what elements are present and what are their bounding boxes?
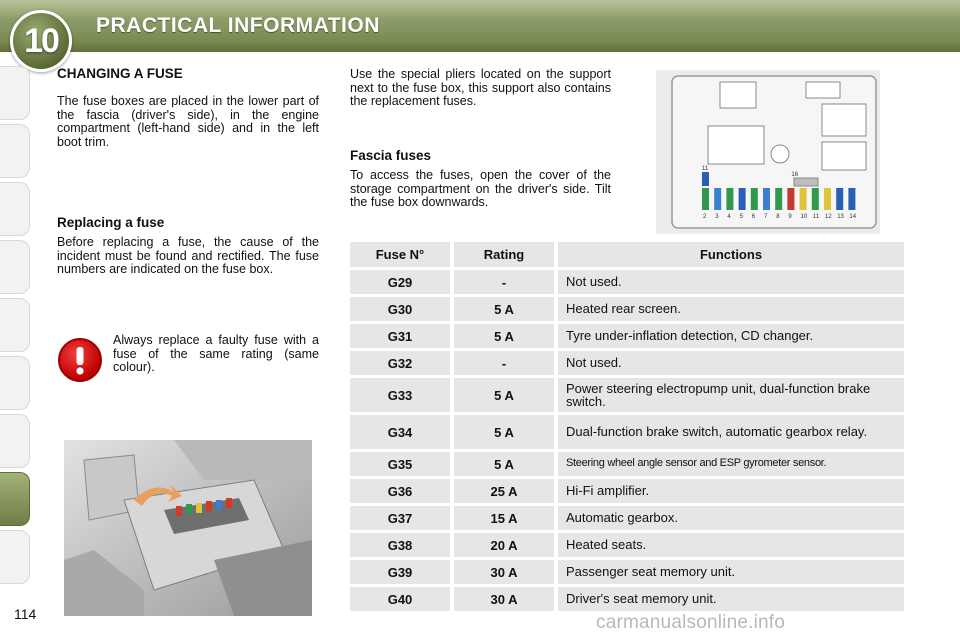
table-row <box>350 452 904 476</box>
fuse-function: Power steering electropump unit, dual-function brake switch. <box>558 378 904 412</box>
fuse-slot <box>739 188 746 210</box>
fuse-rating: 30 A <box>454 560 554 584</box>
fuse-function: Automatic gearbox. <box>558 506 904 530</box>
header-rating: Rating <box>454 242 554 267</box>
chapter-tabs <box>0 66 34 576</box>
fuse-label: 9 <box>788 214 792 220</box>
fuse-slot <box>702 172 709 186</box>
chapter-tab[interactable] <box>0 66 30 120</box>
fuse-slot <box>702 188 709 210</box>
fuse-label: 5 <box>739 214 743 220</box>
chapter-tab[interactable] <box>0 124 30 178</box>
fuse-label: 12 <box>825 214 832 220</box>
table-row <box>350 415 904 449</box>
fuse-slot <box>836 188 843 210</box>
fuse-slot <box>787 188 794 210</box>
chapter-tab[interactable] <box>0 414 30 468</box>
table-row <box>350 506 904 530</box>
fuse-slot <box>751 188 758 210</box>
table-row <box>350 560 904 584</box>
chapter-tab[interactable] <box>0 240 30 294</box>
fuse-slot <box>824 188 831 210</box>
fuse-function: Hi-Fi amplifier. <box>558 479 904 503</box>
header-fuse-no: Fuse N° <box>350 242 450 267</box>
fuse-label: 2 <box>703 214 707 220</box>
table-row <box>350 479 904 503</box>
table-row <box>350 378 904 412</box>
fuse-function: Passenger seat memory unit. <box>558 560 904 584</box>
fuse-box-photo <box>64 440 312 616</box>
table-row <box>350 351 904 375</box>
fuse-box-diagram <box>656 70 880 234</box>
fuse-rating: 5 A <box>454 378 554 412</box>
fuse-label: 16 <box>791 172 799 178</box>
fuse-slot <box>726 188 733 210</box>
chapter-badge <box>10 10 72 72</box>
fuse-label: 8 <box>776 214 780 220</box>
section-heading: CHANGING A FUSE <box>57 66 183 81</box>
chapter-tab[interactable] <box>0 298 30 352</box>
fascia-paragraph: To access the fuses, open the cover of the storage compartment on the driver's side. Tilt the fuse box downwards. <box>350 168 611 209</box>
replacing-paragraph: Before replacing a fuse, the cause of the incident must be found and rectified. The fuse numbers are indicated on the fuse box. <box>57 235 319 276</box>
fuse-table <box>350 242 904 614</box>
fuse-rating: 5 A <box>454 324 554 348</box>
fuse-function: Not used. <box>558 270 904 294</box>
fuse-number: G38 <box>350 533 450 557</box>
fuse-number: G40 <box>350 587 450 611</box>
fuse-slot <box>775 188 782 210</box>
fuse-rating: 30 A <box>454 587 554 611</box>
fuse-rating: 20 A <box>454 533 554 557</box>
header-strip <box>0 40 960 52</box>
chapter-tab[interactable] <box>0 182 30 236</box>
fuse-slot <box>763 188 770 210</box>
fuse-number: G29 <box>350 270 450 294</box>
fuse-number: G34 <box>350 415 450 449</box>
fuse-rating: 15 A <box>454 506 554 530</box>
table-row <box>350 533 904 557</box>
fuse-rating: 5 A <box>454 452 554 476</box>
fuse-slot <box>800 188 807 210</box>
fuse-label: 3 <box>715 214 719 220</box>
header-functions: Functions <box>558 242 904 267</box>
table-row <box>350 587 904 611</box>
fuse-function: Heated rear screen. <box>558 297 904 321</box>
fuse-number: G36 <box>350 479 450 503</box>
fuse-function: Tyre under-inflation detection, CD changer. <box>558 324 904 348</box>
fuse-rating: 25 A <box>454 479 554 503</box>
table-row <box>350 297 904 321</box>
chapter-tab-active[interactable] <box>0 472 30 526</box>
fuse-label: 7 <box>764 214 768 220</box>
fuse-rating: - <box>454 270 554 294</box>
watermark: carmanualsonline.info <box>596 612 786 633</box>
fuse-number: G32 <box>350 351 450 375</box>
page-title: PRACTICAL INFORMATION <box>96 14 380 37</box>
fuse-slot <box>714 188 721 210</box>
fuse-label: 11 <box>812 214 820 220</box>
pliers-paragraph: Use the special pliers located on the support next to the fuse box, this support also contains the replacement fuses. <box>350 67 611 108</box>
fuse-slot <box>848 188 855 210</box>
fuse-number: G30 <box>350 297 450 321</box>
fuse-label: 4 <box>727 214 731 220</box>
intro-paragraph: The fuse boxes are placed in the lower part of the fascia (driver's side), in the engine compartment (left-hand side) and in the left boot trim. <box>57 94 319 149</box>
fuse-function: Dual-function brake switch, automatic gearbox relay. <box>558 415 904 449</box>
table-row <box>350 324 904 348</box>
fuse-function: Not used. <box>558 351 904 375</box>
fuse-number: G33 <box>350 378 450 412</box>
fuse-function: Steering wheel angle sensor and ESP gyrometer sensor. <box>558 452 904 476</box>
fuse-label: 10 <box>800 214 808 220</box>
fuse-number: G39 <box>350 560 450 584</box>
fuse-label: 11 <box>702 166 709 172</box>
fuse-function: Heated seats. <box>558 533 904 557</box>
chapter-number: 10 <box>24 21 58 60</box>
warning-text: Always replace a faulty fuse with a fuse of the same rating (same colour). <box>113 333 319 374</box>
replacing-heading: Replacing a fuse <box>57 215 165 230</box>
fuse-slot <box>812 188 819 210</box>
fuse-function: Driver's seat memory unit. <box>558 587 904 611</box>
fuse-number: G31 <box>350 324 450 348</box>
fuse-rating: 5 A <box>454 297 554 321</box>
chapter-tab[interactable] <box>0 356 30 410</box>
fuse-label: 6 <box>751 214 756 220</box>
fuse-number: G37 <box>350 506 450 530</box>
page-number: 114 <box>14 606 37 622</box>
fuse-rating: - <box>454 351 554 375</box>
fuse-number: G35 <box>350 452 450 476</box>
chapter-tab[interactable] <box>0 530 30 584</box>
table-row <box>350 270 904 294</box>
fuse-label: 14 <box>849 214 857 220</box>
fascia-heading: Fascia fuses <box>350 148 432 163</box>
fuse-rating: 5 A <box>454 415 554 449</box>
table-header-row <box>350 242 904 267</box>
fuse-label: 13 <box>837 214 844 220</box>
warning-icon <box>58 338 102 382</box>
